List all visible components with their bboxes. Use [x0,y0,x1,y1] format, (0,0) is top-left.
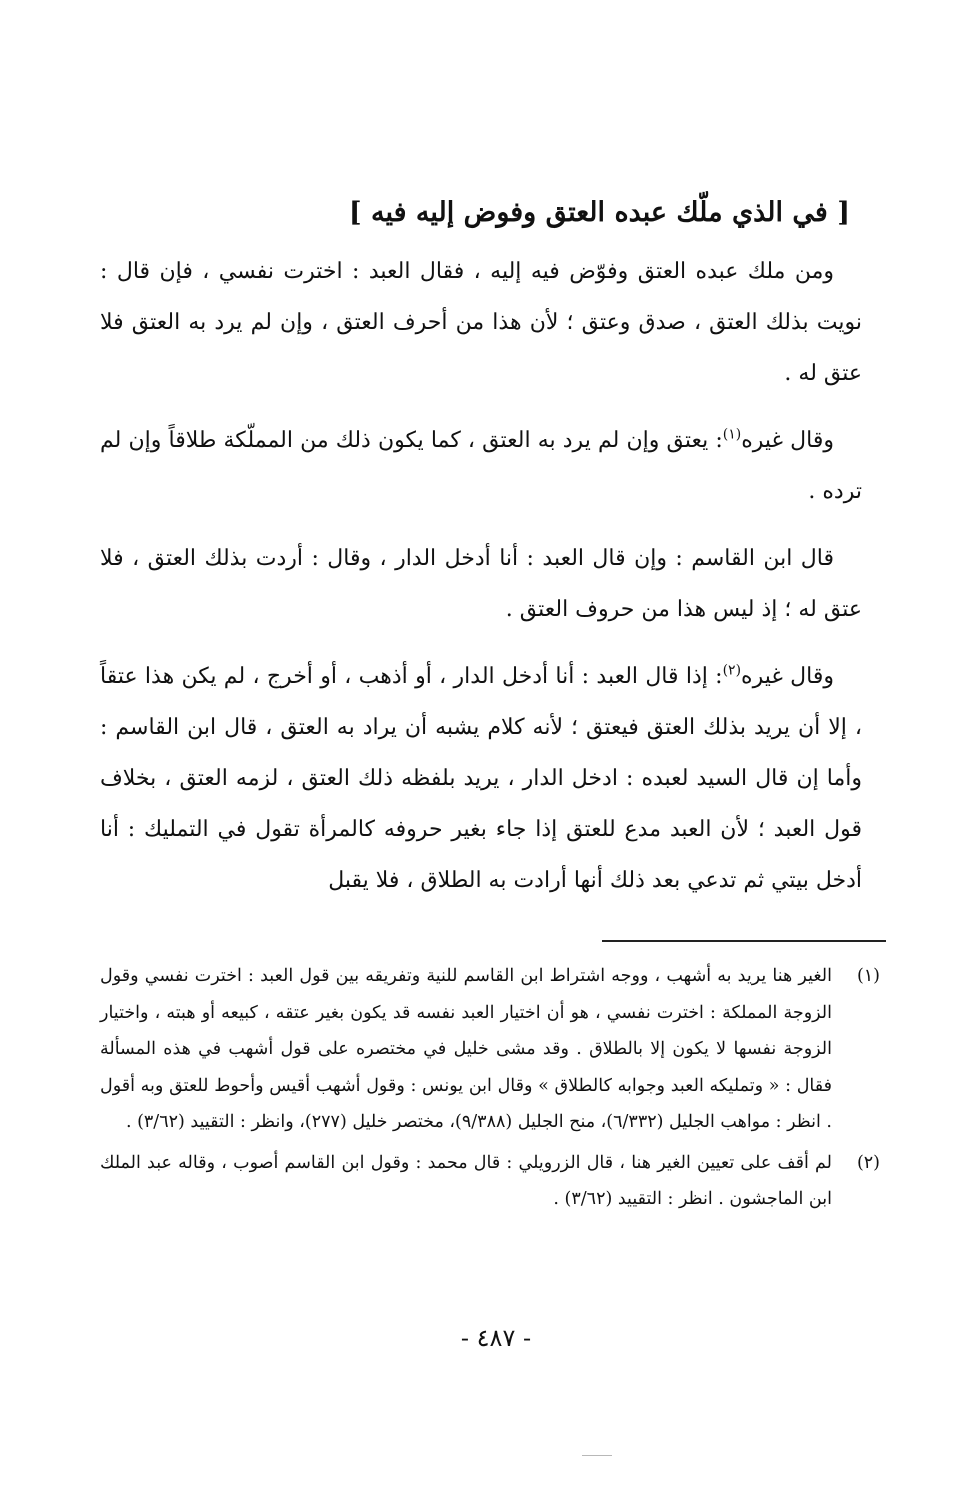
footnote-text: لم أقف على تعيين الغير هنا ، قال الزرويلي : قال محمد : وقول ابن القاسم أصوب ، وقاله عبد الملك ابن الماجشون . انظر : التقييد (٣/٦٢) . [100,1152,832,1209]
scan-mark [582,1455,612,1456]
paragraph [100,651,862,906]
paragraph: ومن ملك عبده العتق وفوّض فيه إليه ، فقال العبد : اخترت نفسي ، فإن قال : نويت بذلك العتق ، صدق وعتق ؛ لأن هذا من أحرف العتق ، وإن لم يرد به العتق فلا عتق له . [100,259,862,386]
footnote-reference: (١) [722,426,742,443]
paragraph-text: : إذا قال العبد : أنا أدخل الدار ، أو أذهب ، أو أخرج ، لم يكن هذا عتقاً ، إلا أن يريد بذلك العتق فيعتق ؛ لأنه كلام يشبه أن يراد به العتق ، قال ابن القاسم : وأما إن قال السيد لعبده : ادخل الدار ، يريد بلفظه ذلك العتق ، لزمه العتق ، بخلاف قول العبد ؛ لأن العبد مدع للعتق إذا جاء بغير حروفه كالمرأة تقول في التمليك : أنا أدخل بيتي ثم تدعي بعد ذلك أنها أرادت به الطلاق ، فلا يقبل [100,664,862,893]
paragraph-text: وقال غيره [741,664,834,689]
footnote-separator [602,940,886,942]
footnote-reference: (٢) [722,662,742,679]
footnote-number: (١) [856,966,880,986]
footnotes [100,958,880,1218]
footnote [100,1145,880,1218]
paragraph-text: : يعتق وإن لم يرد به العتق ، كما يكون ذلك من المملّكة طلاقاً وإن لم ترده . [100,428,862,504]
section-heading: [ في الذي ملّك عبده العتق وفوض إليه فيه ] [348,197,850,228]
paragraph: قال ابن القاسم : وإن قال العبد : أنا أدخل الدار ، وقال : أردت بذلك العتق ، فلا عتق له ؛ إذ ليس هذا من حروف العتق . [100,546,862,622]
footnote-text: الغير هنا يريد به أشهب ، ووجه اشتراط ابن القاسم للنية وتفريقه بين قول العبد : اخترت نفسي وقول الزوجة المملكة : اخترت نفسي ، هو أن اختيار العبد نفسه قد يكون بغير عتقه ، كبيعه أو هبته ، واختيار الزوجة نفسها لا يكون إلا بالطلاق . وقد مشى خليل في مختصره على قول أشهب في هذه المسألة فقال : « وتمليكه العبد وجوابه كالطلاق » وقال ابن يونس : وقول أشهب أقيس وأحوط للعتق وبه أقول . انظر : مواهب الجليل (٦/٣٣٢)، منح الجليل (٩/٣٨٨)، مختصر خليل (٢٧٧)، وانظر : التقييد (٣/٦٢) . [100,966,832,1132]
footnote [100,958,880,1141]
body-text [100,246,862,906]
footnote-number: (٢) [856,1152,880,1173]
paragraph-text: وقال غيره [741,428,834,453]
paragraph [100,415,862,517]
page-number: - ٤٨٧ - [460,1324,532,1352]
